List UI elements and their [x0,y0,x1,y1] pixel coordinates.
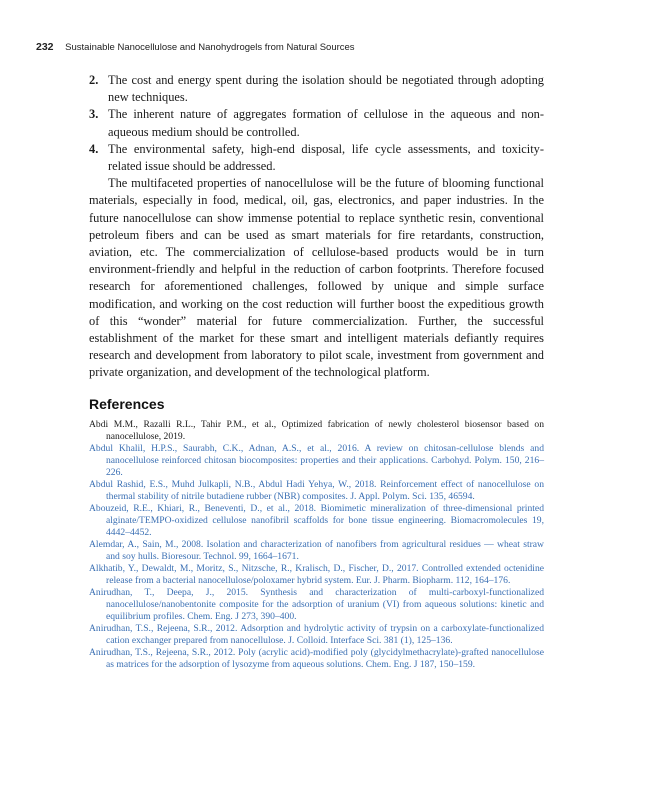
reference-list [89,419,544,671]
main-body [89,72,544,382]
reference-link[interactable]: Anirudhan, T.S., Rejeena, S.R., 2012. Poly (acrylic acid)-modified poly (glycidylmethacrylate)-grafted nanocellulose as matrices for the adsorption of lysozyme from aqueous solutions. Chem. Eng. J 187, 150–159. [89,647,544,670]
running-title: Sustainable Nanocellulose and Nanohydrogels from Natural Sources [65,42,355,53]
reference-link[interactable]: Abdul Khalil, H.P.S., Saurabh, C.K., Adnan, A.S., et al., 2016. A review on chitosan-cellulose blends and nanocellulose reinforced chitosan biocomposites: properties and their applications. Carbohyd. Polym. 150, 216–226. [89,443,544,478]
numbered-list-item [89,106,544,140]
reference-link[interactable]: Abouzeid, R.E., Khiari, R., Beneventi, D., et al., 2018. Biomimetic mineralization of three-dimensional printed alginate/TEMPO-oxidized cellulose nanofibril scaffolds for bone tissue engineering. Biomacromolecules 19, 4442–4452. [89,503,544,538]
reference-link[interactable]: Abdul Rashid, E.S., Muhd Julkapli, N.B., Abdul Hadi Yehya, W., 2018. Reinforcement effect of nanocellulose on thermal stability of nitrile butadiene rubber (NBR) composites. J. Appl. Polym. Sci. 135, 46594. [89,479,544,502]
list-item-text: The environmental safety, high-end disposal, life cycle assessments, and toxicity-related issue should be addressed. [108,141,544,174]
reference-link[interactable]: Alkhatib, Y., Dewaldt, M., Moritz, S., Nitzsche, R., Kralisch, D., Fischer, D., 2017. Controlled extended octenidine release from a bacterial nanocellulose/poloxamer hybrid system. Eur. J. Pharm. Biopharm. 112, 164–176. [89,563,544,586]
body-paragraph: The multifaceted properties of nanocellulose will be the future of blooming functional materials, especially in food, medical, oil, gas, electronics, and paper industries. In the future nanocellulose can show immense potential to replace synthetic resin, conventional petroleum fibers and can be used as smart materials for fire retardants, construction, aviation, etc. The commercialization of cellulose-based products would be in turn environment-friendly and helpful in the reduction of carbon footprints. Therefore focused research for aforementioned challenges, followed by unique and simple surface modification, and working on the cost reduction will further boost the expeditious growth of this “wonder” material for future commercialization. Further, the successful establishment of the market for these smart and intelligent materials defiantly requires research and development from laboratory to pilot scale, investment from government and private organization, and development of the technological platform. [89,176,544,380]
list-item-number: 2. [89,73,99,87]
reference-link[interactable]: Alemdar, A., Sain, M., 2008. Isolation and characterization of nanofibers from agricultural residues — wheat straw and soy hulls. Bioresour. Technol. 99, 1664–1671. [89,539,544,562]
page-number: 232 [36,41,54,53]
reference-entry: Abdi M.M., Razalli R.L., Tahir P.M., et al., Optimized fabrication of newly cholesterol biosensor based on nanocellulose, 2019. [89,419,544,442]
reference-link[interactable]: Anirudhan, T.S., Rejeena, S.R., 2012. Adsorption and hydrolytic activity of trypsin on a carboxylate-functionalized cation exchanger prepared from nanocellulose. J. Colloid. Interface Sci. 381 (1), 125–136. [89,623,544,646]
numbered-list-item [89,72,544,106]
list-item-number: 4. [89,141,99,156]
list-item-number: 3. [89,107,99,122]
running-header [36,41,612,55]
numbered-list-item [89,141,544,175]
reference-link[interactable]: Anirudhan, T., Deepa, J., 2015. Synthesis and characterization of multi-carboxyl-functionalized nanocellulose/nanobentonite composite for the adsorption of uranium (VI) from aqueous solutions: kinetic and equilibrium profiles. Chem. Eng. J 273, 390–400. [89,587,544,622]
references-heading: References [89,396,165,412]
list-item-text: The cost and energy spent during the isolation should be negotiated through adopting new techniques. [108,73,544,105]
list-item-text: The inherent nature of aggregates formation of cellulose in the aqueous and non-aqueous medium should be controlled. [108,107,544,139]
